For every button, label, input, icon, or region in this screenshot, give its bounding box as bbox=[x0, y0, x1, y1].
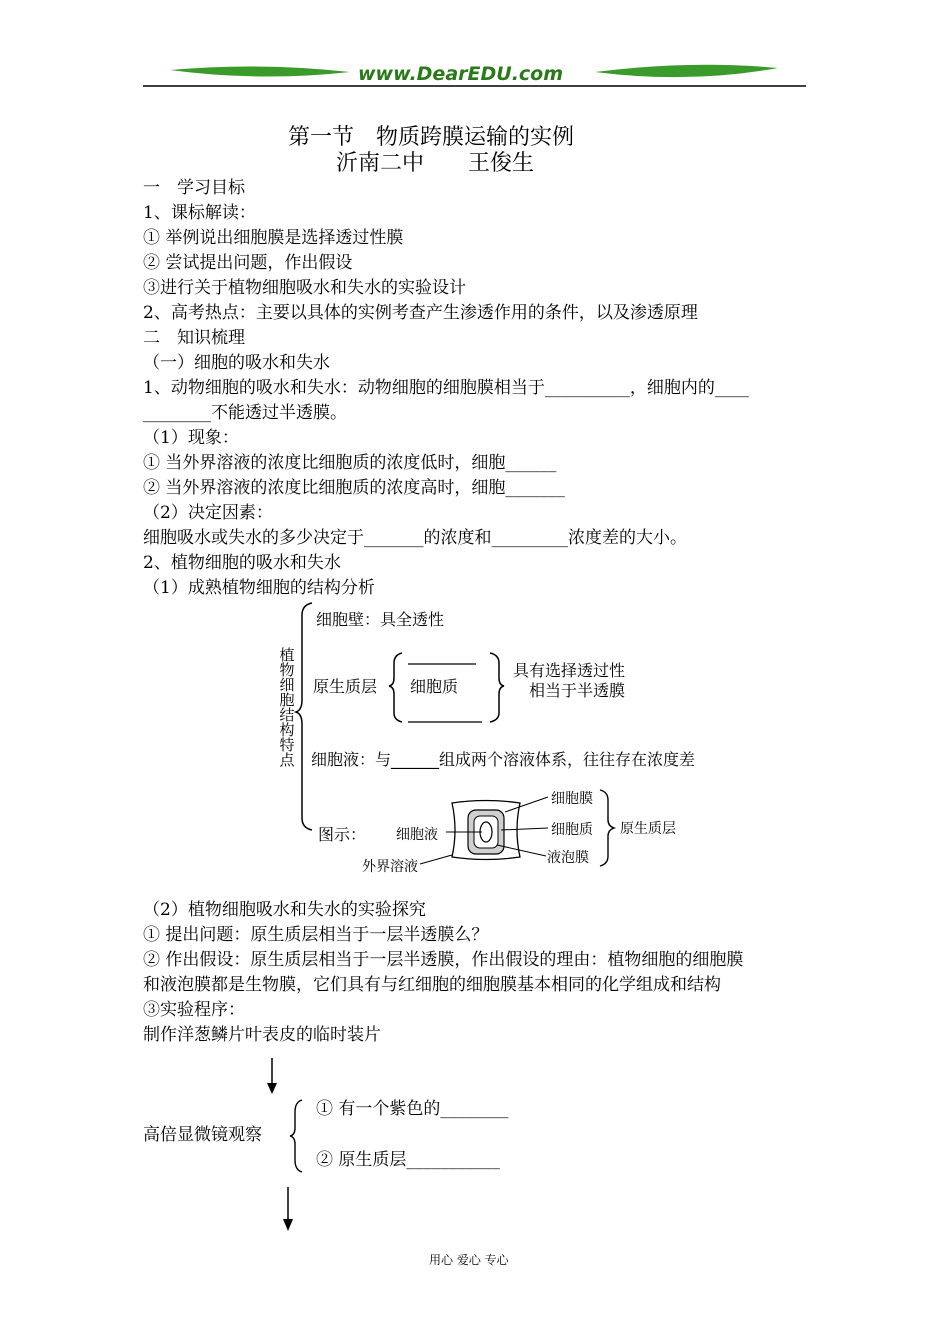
text-line: 制作洋葱鳞片叶表皮的临时装片 bbox=[143, 1025, 381, 1045]
diagram-vertical-label: 植物细胞结构特点 bbox=[279, 646, 295, 769]
header-logo-graphic bbox=[0, 0, 950, 100]
cell-sap-callout: 细胞液 bbox=[396, 827, 438, 843]
text-line: ① 提出问题：原生质层相当于一层半透膜么？ bbox=[143, 925, 489, 945]
cell-sap-label: 细胞液：与______组成两个溶液体系，往往存在浓度差 bbox=[311, 750, 696, 769]
text-line: ① 举例说出细胞膜是选择透过性膜 bbox=[143, 228, 404, 248]
text-line: 1、动物细胞的吸水和失水：动物细胞的细胞膜相当于__________，细胞内的____ bbox=[143, 378, 749, 398]
page-title: 第一节 物质跨膜运输的实例 bbox=[288, 125, 575, 150]
flow-item-1: ① 有一个紫色的________ bbox=[316, 1099, 509, 1119]
cytoplasm-label: 细胞质 bbox=[410, 677, 459, 696]
text-line: 2、植物细胞的吸水和失水 bbox=[143, 553, 341, 573]
author-line: 沂南二中 王俊生 bbox=[336, 151, 535, 176]
text-line: （2）决定因素： bbox=[143, 503, 273, 523]
site-logo[interactable]: www.DearEDU.com bbox=[358, 63, 564, 85]
flow-observe-label: 高倍显微镜观察 bbox=[143, 1125, 262, 1145]
text-line: ________不能透过半透膜。 bbox=[143, 403, 347, 423]
text-line: （1）现象： bbox=[143, 428, 239, 448]
text-line: 细胞吸水或失水的多少决定于_______的浓度和_________浓度差的大小。 bbox=[143, 528, 687, 548]
page-footer: 用心 爱心 专心 bbox=[429, 1253, 509, 1267]
figure-label: 图示： bbox=[318, 825, 367, 844]
vacuole-membrane-callout: 液泡膜 bbox=[547, 850, 589, 866]
text-line: ② 尝试提出问题，作出假设 bbox=[143, 253, 353, 273]
text-line: ③进行关于植物细胞吸水和失水的实验设计 bbox=[143, 278, 466, 298]
cytoplasm-callout: 细胞质 bbox=[551, 822, 593, 838]
section-heading: 一 学习目标 bbox=[143, 178, 245, 198]
text-line: 1、课标解读： bbox=[143, 203, 256, 223]
cell-wall-label: 细胞壁：具全透性 bbox=[316, 610, 445, 629]
subsection-heading: （2）植物细胞吸水和失水的实验探究 bbox=[143, 900, 426, 920]
cell-membrane-callout: 细胞膜 bbox=[551, 791, 593, 807]
semi-permeable-label: 相当于半透膜 bbox=[529, 681, 626, 700]
subsection-heading: （一）细胞的吸水和失水 bbox=[143, 353, 330, 373]
text-line: 和液泡膜都是生物膜，它们具有与红细胞的细胞膜基本相同的化学组成和结构 bbox=[143, 975, 721, 995]
text-line: （1）成熟植物细胞的结构分析 bbox=[143, 578, 375, 598]
protoplast-label: 原生质层 bbox=[313, 677, 378, 696]
section-heading: 二 知识梳理 bbox=[143, 328, 245, 348]
text-line: 2、高考热点：主要以具体的实例考查产生渗透作用的条件，以及渗透原理 bbox=[143, 303, 698, 323]
text-line: ② 作出假设：原生质层相当于一层半透膜，作出假设的理由：植物细胞的细胞膜 bbox=[143, 950, 744, 970]
flow-item-2: ② 原生质层___________ bbox=[316, 1150, 500, 1170]
external-solution-callout: 外界溶液 bbox=[362, 859, 418, 875]
protoplast-layer-callout: 原生质层 bbox=[620, 821, 676, 837]
text-line: ② 当外界溶液的浓度比细胞质的浓度高时，细胞_______ bbox=[143, 478, 565, 498]
text-line: ① 当外界溶液的浓度比细胞质的浓度低时，细胞______ bbox=[143, 453, 557, 473]
selective-permeability-label: 具有选择透过性 bbox=[513, 661, 626, 680]
text-line: ③实验程序： bbox=[143, 1000, 245, 1020]
